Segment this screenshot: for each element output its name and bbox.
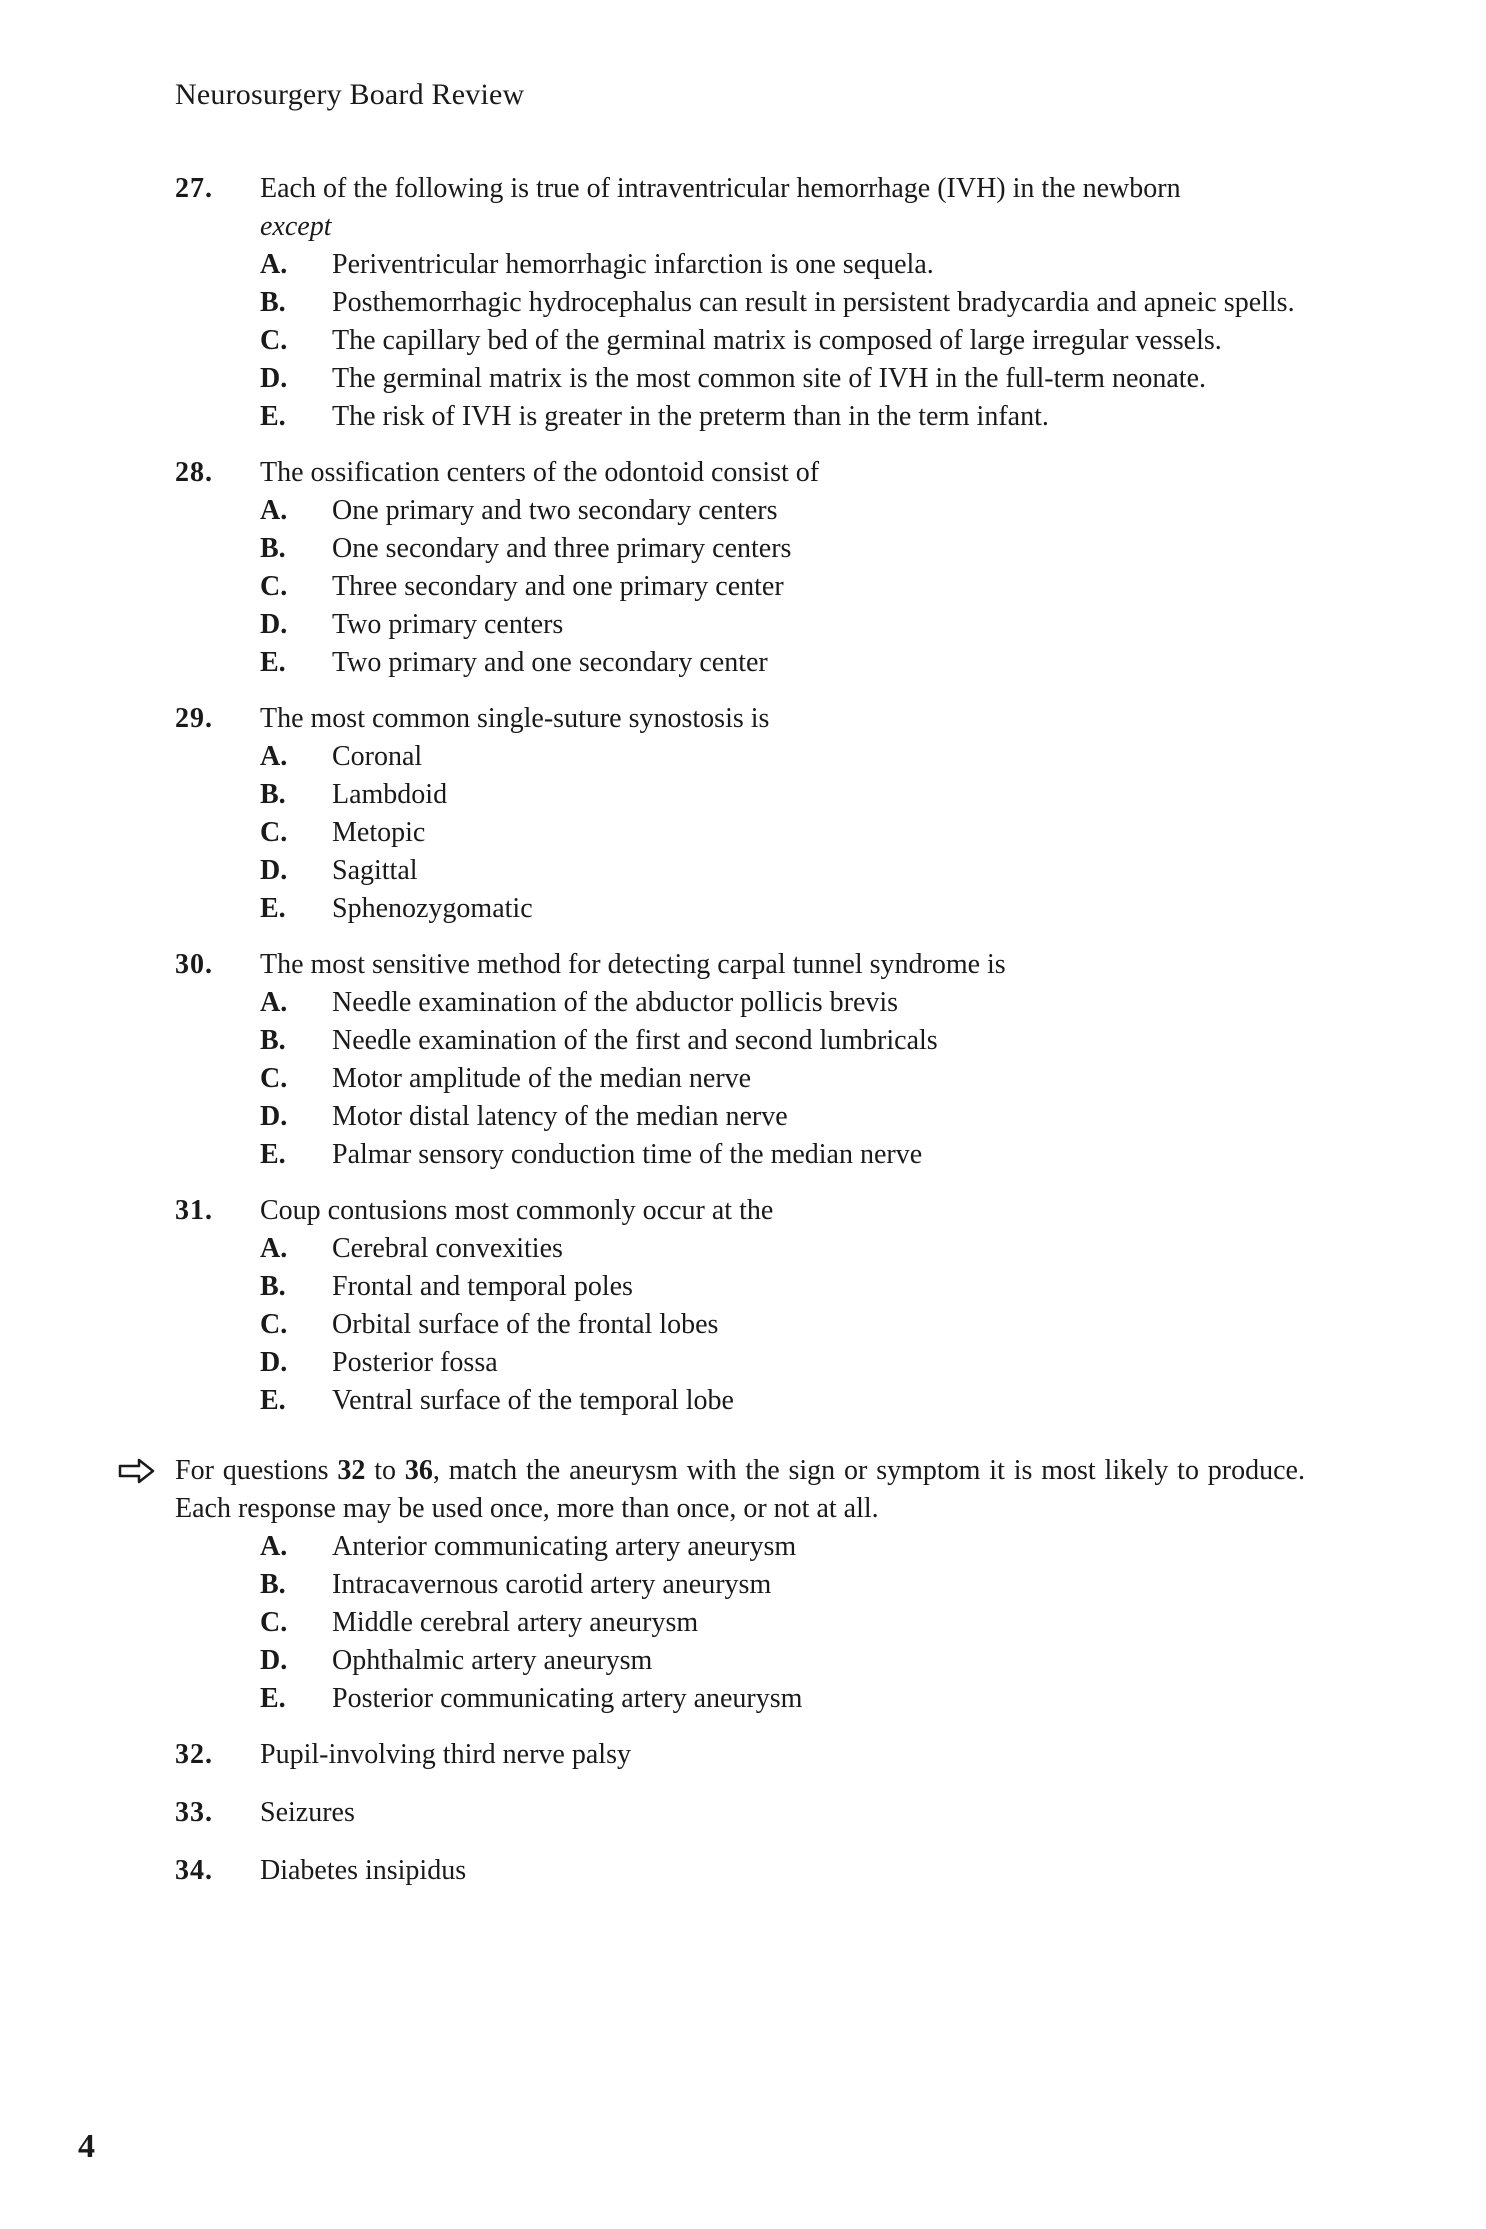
option-text: The risk of IVH is greater in the preterm than in the term infant.	[332, 401, 1049, 432]
option-text: Sagittal	[332, 855, 418, 886]
option-text: Ophthalmic artery aneurysm	[332, 1645, 653, 1676]
option-letter: B.	[260, 1271, 286, 1302]
answer-option	[260, 1566, 1305, 1604]
option-text: Three secondary and one primary center	[332, 571, 784, 602]
answer-option	[260, 1098, 1305, 1136]
option-letter: A.	[260, 741, 288, 772]
question-stem: Seizures	[260, 1797, 355, 1828]
running-head: Neurosurgery Board Review	[175, 78, 525, 111]
option-text: Needle examination of the abductor pollicis brevis	[332, 987, 899, 1018]
question-stem-text: Each of the following is true of intraventricular hemorrhage (IVH) in the newborn	[260, 173, 1181, 204]
option-text: Ventral surface of the temporal lobe	[332, 1385, 734, 1416]
answer-options	[260, 984, 1305, 1174]
option-text: Sphenozygomatic	[332, 893, 533, 924]
instruction-from-number: 32	[337, 1455, 366, 1486]
answer-options	[260, 1230, 1305, 1420]
option-letter: B.	[260, 1569, 286, 1600]
option-letter: D.	[260, 1101, 288, 1132]
answer-option	[260, 984, 1305, 1022]
option-letter: E.	[260, 1385, 286, 1416]
answer-option	[260, 1528, 1305, 1566]
option-text: Two primary and one secondary center	[332, 647, 768, 678]
option-text: Frontal and temporal poles	[332, 1271, 633, 1302]
option-letter: B.	[260, 287, 286, 318]
option-letter: C.	[260, 817, 288, 848]
option-text: Lambdoid	[332, 779, 448, 810]
answer-option	[260, 1680, 1305, 1718]
answer-option	[260, 852, 1305, 890]
option-letter: E.	[260, 893, 286, 924]
question-31	[175, 1192, 1305, 1420]
answer-option	[260, 1604, 1305, 1642]
question-number: 33.	[175, 1797, 213, 1828]
question-stem: Coup contusions most commonly occur at the	[260, 1195, 774, 1226]
option-text: One primary and two secondary centers	[332, 495, 778, 526]
answer-option	[260, 1022, 1305, 1060]
answer-option	[260, 644, 1305, 682]
arrow-pointer-icon	[117, 1456, 157, 1486]
question-number: 32.	[175, 1739, 213, 1770]
option-letter: D.	[260, 1645, 288, 1676]
option-text: Coronal	[332, 741, 423, 772]
answer-option	[260, 492, 1305, 530]
matching-instruction-text	[175, 1452, 1305, 1528]
option-letter: C.	[260, 571, 288, 602]
answer-option	[260, 738, 1305, 776]
option-letter: D.	[260, 609, 288, 640]
question-number: 30.	[175, 949, 213, 980]
option-text: Motor amplitude of the median nerve	[332, 1063, 752, 1094]
matching-options	[175, 1528, 1305, 1718]
option-letter: D.	[260, 1347, 288, 1378]
question-stem: The most common single-suture synostosis is	[260, 703, 770, 734]
question-stem: The ossification centers of the odontoid consist of	[260, 457, 820, 488]
option-letter: E.	[260, 647, 286, 678]
option-letter: C.	[260, 325, 288, 356]
answer-option	[260, 814, 1305, 852]
answer-option	[260, 322, 1305, 360]
option-letter: C.	[260, 1607, 288, 1638]
question-number: 28.	[175, 457, 213, 488]
instruction-middle: to	[365, 1455, 405, 1486]
question-stem: Pupil-involving third nerve palsy	[260, 1739, 631, 1770]
question-33	[175, 1794, 1305, 1832]
answer-option	[260, 1060, 1305, 1098]
option-text: Intracavernous carotid artery aneurysm	[332, 1569, 772, 1600]
option-text: Orbital surface of the frontal lobes	[332, 1309, 719, 1340]
answer-option	[260, 776, 1305, 814]
question-number: 34.	[175, 1855, 213, 1886]
answer-option	[260, 568, 1305, 606]
question-number: 29.	[175, 703, 213, 734]
option-letter: E.	[260, 1139, 286, 1170]
option-letter: A.	[260, 495, 288, 526]
answer-option	[260, 1642, 1305, 1680]
instruction-suffix: , match the aneurysm with the sign or symptom it is most likely to produce. Each response may be used once, more than once, or not at all.	[175, 1455, 1305, 1524]
page-content	[175, 170, 1305, 1910]
option-text: One secondary and three primary centers	[332, 533, 792, 564]
option-text: Posthemorrhagic hydrocephalus can result in persistent bradycardia and apneic spells.	[332, 287, 1295, 318]
question-32	[175, 1736, 1305, 1774]
answer-option	[260, 1136, 1305, 1174]
question-stem	[260, 170, 1305, 246]
option-text: Metopic	[332, 817, 426, 848]
option-letter: D.	[260, 855, 288, 886]
question-30	[175, 946, 1305, 1174]
option-letter: D.	[260, 363, 288, 394]
instruction-prefix: For questions	[175, 1455, 338, 1486]
answer-option	[260, 890, 1305, 928]
option-text: Needle examination of the first and second lumbricals	[332, 1025, 938, 1056]
option-text: Cerebral convexities	[332, 1233, 563, 1264]
option-text: Periventricular hemorrhagic infarction is one sequela.	[332, 249, 934, 280]
option-letter: B.	[260, 779, 286, 810]
option-letter: E.	[260, 401, 286, 432]
question-stem: The most sensitive method for detecting carpal tunnel syndrome is	[260, 949, 1006, 980]
answer-option	[260, 360, 1305, 398]
answer-options	[260, 246, 1305, 436]
option-letter: B.	[260, 1025, 286, 1056]
option-text: The capillary bed of the germinal matrix is composed of large irregular vessels.	[332, 325, 1222, 356]
option-letter: A.	[260, 1233, 288, 1264]
answer-option	[260, 1344, 1305, 1382]
option-text: Palmar sensory conduction time of the median nerve	[332, 1139, 923, 1170]
answer-option	[260, 606, 1305, 644]
option-text: Posterior communicating artery aneurysm	[332, 1683, 803, 1714]
option-text: Anterior communicating artery aneurysm	[332, 1531, 797, 1562]
matching-instruction	[175, 1452, 1305, 1718]
question-34	[175, 1852, 1305, 1890]
instruction-to-number: 36	[404, 1455, 433, 1486]
option-text: Posterior fossa	[332, 1347, 498, 1378]
option-text: Motor distal latency of the median nerve	[332, 1101, 788, 1132]
answer-options	[260, 738, 1305, 928]
option-letter: A.	[260, 987, 288, 1018]
option-letter: E.	[260, 1683, 286, 1714]
question-number: 31.	[175, 1195, 213, 1226]
answer-option	[260, 284, 1305, 322]
question-29	[175, 700, 1305, 928]
option-letter: A.	[260, 1531, 288, 1562]
question-number: 27.	[175, 173, 213, 204]
option-letter: C.	[260, 1063, 288, 1094]
question-27	[175, 170, 1305, 436]
answer-option	[260, 1306, 1305, 1344]
answer-option	[260, 530, 1305, 568]
option-letter: B.	[260, 533, 286, 564]
question-28	[175, 454, 1305, 682]
answer-option	[260, 1382, 1305, 1420]
answer-option	[260, 246, 1305, 284]
option-text: Two primary centers	[332, 609, 564, 640]
answer-option	[260, 1268, 1305, 1306]
answer-option	[260, 398, 1305, 436]
option-letter: A.	[260, 249, 288, 280]
answer-options	[260, 492, 1305, 682]
option-letter: C.	[260, 1309, 288, 1340]
option-text: The germinal matrix is the most common site of IVH in the full-term neonate.	[332, 363, 1207, 394]
page-number: 4	[78, 2128, 95, 2165]
option-text: Middle cerebral artery aneurysm	[332, 1607, 699, 1638]
question-stem: Diabetes insipidus	[260, 1855, 467, 1886]
answer-option	[260, 1230, 1305, 1268]
question-stem-emphasis: except	[260, 211, 332, 242]
